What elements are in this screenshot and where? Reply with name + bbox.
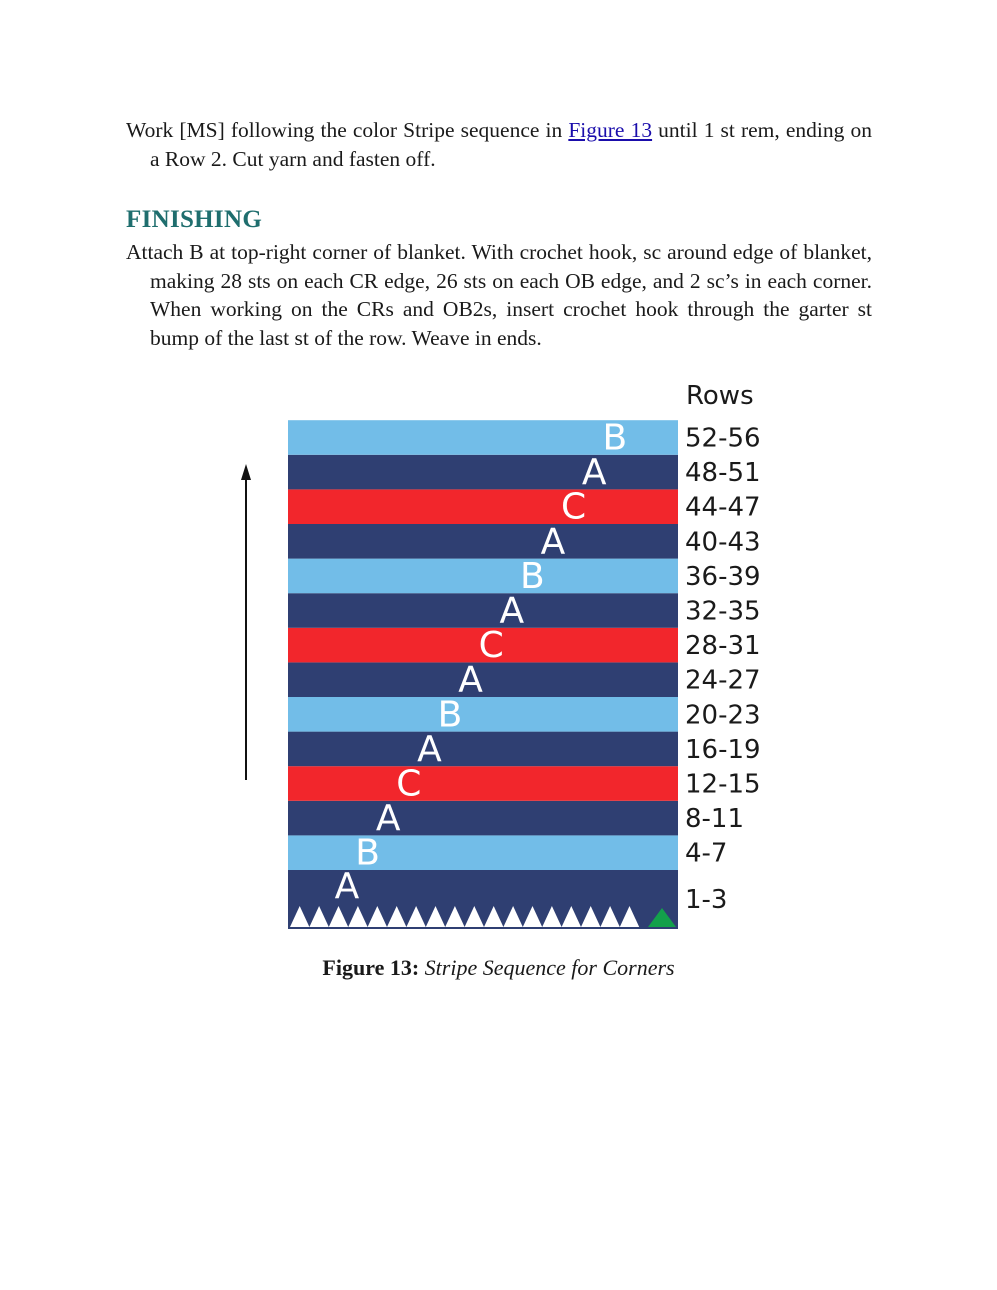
stripe-band [288,455,678,490]
stripe-letter: A [375,798,401,840]
row-range-label: 44-47 [685,492,761,523]
stripe-letter: A [458,659,483,701]
stripe-letter: C [561,486,587,528]
stripe-band [288,593,678,628]
stripe-letter: A [499,590,525,632]
row-range-label: 16-19 [685,734,761,765]
figure-13-link[interactable]: Figure 13 [568,118,653,142]
stripe-letter: B [437,694,463,736]
row-range-label: 28-31 [685,631,761,662]
stripe-chart [230,376,770,936]
row-range-label: 48-51 [685,458,761,489]
stripe-band [288,732,678,767]
row-range-label: 24-27 [685,665,761,696]
row-range-label: 1-3 [685,885,728,915]
stripe-band [288,697,678,732]
stripe-band [288,559,678,594]
rows-header: Rows [686,381,754,411]
row-range-label: 20-23 [685,700,761,731]
stripe-band [288,801,678,836]
caption-label: Figure 13: [322,955,420,980]
stripe-sequence-figure [230,376,770,936]
arrow-up-icon [241,464,251,480]
row-range-label: 12-15 [685,769,761,800]
row-range-label: 4-7 [685,838,728,869]
stripe-letter: C [396,763,422,805]
finishing-heading: FINISHING [126,206,263,233]
stripe-band [288,835,678,870]
finishing-paragraph: Attach B at top-right corner of blanket. With crochet hook, sc around edge of blanket, making 28 sts on each CR edge, 26 sts on each OB edge, and 2 sc’s in each corner. When working on the CRs and OB2s, insert crochet hook through the garter st bump of the last st of the row. Weave in ends. [126,240,872,350]
intro-text-before: Work [MS] following the color Stripe sequence in [126,118,569,142]
row-range-label: 32-35 [685,596,761,627]
stripe-letter: A [540,521,566,563]
stripe-band [288,662,678,697]
stripe-letter: A [334,866,360,907]
stripe-letter: A [417,728,442,770]
stripe-letter: C [478,625,504,667]
stripe-band [288,489,678,524]
figure-caption [0,955,997,981]
intro-paragraph [126,116,872,173]
row-range-label: 8-11 [685,804,745,835]
stripe-band [288,524,678,559]
row-range-label: 40-43 [685,527,761,558]
stripe-letter: B [355,832,380,874]
stripe-letter: B [520,555,545,597]
stripe-letter: A [581,452,607,494]
stripe-band [288,766,678,801]
row-range-label: 52-56 [685,423,761,454]
intro-text-after: until 1 st rem, ending on a Row 2. Cut yarn and fasten off. [150,118,872,171]
caption-text: Stripe Sequence for Corners [424,955,675,980]
row-range-label: 36-39 [685,561,761,592]
stripe-letter: B [602,417,628,459]
